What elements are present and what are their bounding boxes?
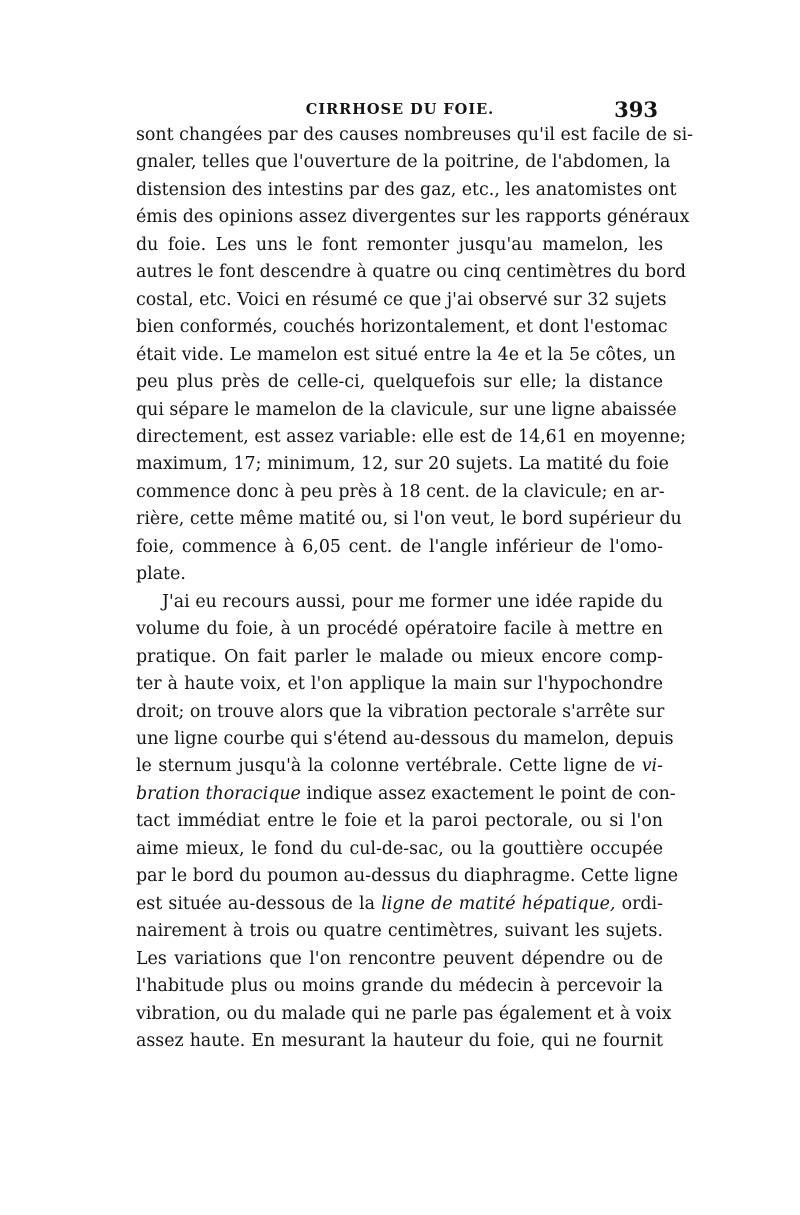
text-line: peu plus près de celle-ci, quelquefois sur elle; la distance	[136, 372, 663, 393]
text-line: Les variations que l'on rencontre peuvent dépendre ou de	[136, 948, 663, 969]
text-line: gnaler, telles que l'ouverture de la poitrine, de l'abdomen, la	[136, 152, 671, 173]
text-line: J'ai eu recours aussi, pour me former une idée rapide du	[162, 591, 663, 612]
text-line: droit; on trouve alors que la vibration pectorale s'arrête sur	[136, 701, 665, 722]
page-number: 393	[614, 97, 658, 122]
body-text	[136, 122, 694, 1055]
text-line: était vide. Le mamelon est situé entre la 4e et la 5e côtes, un	[136, 344, 676, 365]
text-line: une ligne courbe qui s'étend au-dessous du mamelon, depuis	[136, 728, 674, 749]
text-line: vibration, ou du malade qui ne parle pas également et à voix	[136, 1003, 672, 1024]
text-line: autres le font descendre à quatre ou cinq centimètres du bord	[136, 262, 687, 283]
text-line: bration thoracique indique assez exactement le point de con-	[136, 783, 676, 804]
text-line: ter à haute voix, et l'on applique la main sur l'hypochondre	[136, 674, 663, 695]
text-line: pratique. On fait parler le malade ou mieux encore comp-	[136, 646, 663, 667]
text-line: le sternum jusqu'à la colonne vertébrale. Cette ligne de vi-	[136, 756, 663, 777]
text-line: maximum, 17; minimum, 12, sur 20 sujets. La matité du foie	[136, 454, 669, 475]
text-line: nairement à trois ou quatre centimètres, suivant les sujets.	[136, 921, 663, 942]
text-line: volume du foie, à un procédé opératoire facile à mettre en	[136, 619, 663, 640]
text-line: directement, est assez variable: elle est de 14,61 en moyenne;	[136, 426, 686, 447]
text-line: commence donc à peu près à 18 cent. de la clavicule; en ar-	[136, 481, 665, 502]
text-line: assez haute. En mesurant la hauteur du foie, qui ne fournit	[136, 1030, 663, 1051]
text-line: par le bord du poumon au-dessus du diaphragme. Cette ligne	[136, 866, 679, 887]
text-line: l'habitude plus ou moins grande du médecin à percevoir la	[136, 976, 663, 997]
text-line: distension des intestins par des gaz, etc., les anatomistes ont	[136, 179, 677, 200]
text-line: sont changées par des causes nombreuses qu'il est facile de si-	[136, 125, 694, 145]
italic-term: bration thoracique	[136, 783, 301, 804]
text-line: émis des opinions assez divergentes sur les rapports généraux	[136, 207, 690, 228]
text-line: plate.	[136, 564, 186, 585]
text-line: qui sépare le mamelon de la clavicule, sur une ligne abaissée	[136, 399, 677, 420]
text-line: tact immédiat entre le foie et la paroi pectorale, ou si l'on	[136, 811, 663, 832]
text-line: bien conformés, couchés horizontalement, et dont l'estomac	[136, 317, 668, 338]
italic-term: ligne de matité hépatique,	[381, 893, 616, 914]
text-line: foie, commence à 6,05 cent. de l'angle inférieur de l'omo-	[136, 536, 663, 557]
running-title: CIRRHOSE DU FOIE.	[305, 101, 495, 118]
text-line: rière, cette même matité ou, si l'on veut, le bord supérieur du	[136, 509, 682, 530]
text-line: du foie. Les uns le font remonter jusqu'au mamelon, les	[136, 234, 663, 255]
italic-term: vi-	[641, 756, 663, 777]
text-line: est située au-dessous de la ligne de matité hépatique, ordi-	[136, 893, 663, 914]
text-line: costal, etc. Voici en résumé ce que j'ai observé sur 32 sujets	[136, 289, 667, 310]
text-line: aime mieux, le fond du cul-de-sac, ou la gouttière occupée	[136, 838, 663, 859]
